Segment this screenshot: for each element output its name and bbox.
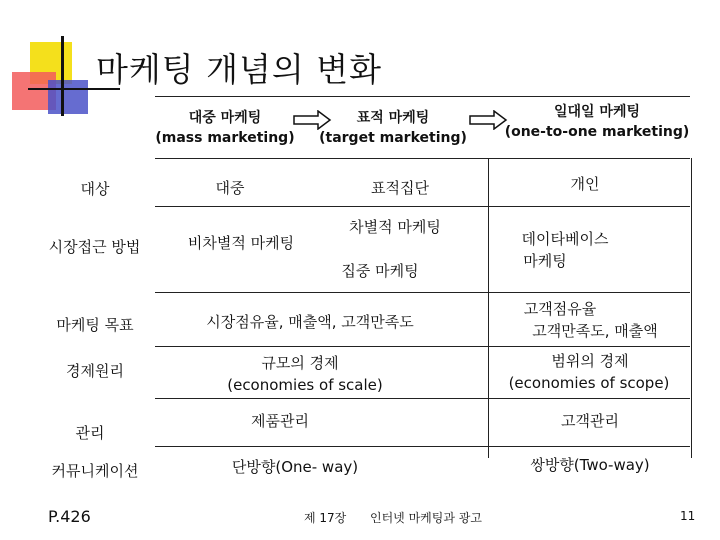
row-label-approach: 시장접근 방법	[48, 238, 141, 256]
cell-approach-mass: 비차별적 마케팅	[187, 234, 295, 252]
header-one-en: (one-to-one marketing)	[504, 124, 690, 140]
deco-vertical-line	[61, 36, 64, 116]
row-divider	[155, 398, 690, 399]
header-target	[318, 108, 468, 148]
cell-subject-mass: 대중	[215, 179, 245, 197]
footer-page-ref: P.426	[48, 507, 91, 526]
row-divider	[155, 206, 690, 207]
row-label-economy: 경제원리	[66, 362, 124, 380]
cell-approach-target-2: 집중 마케팅	[341, 262, 419, 280]
slide-title: 마케팅 개념의 변화	[96, 50, 383, 89]
cell-goal-one-2: 고객만족도, 매출액	[532, 322, 658, 340]
cell-goal-shared: 시장점유율, 매출액, 고객만족도	[206, 313, 414, 331]
cell-approach-target-1: 차별적 마케팅	[349, 218, 441, 236]
row-label-management: 관리	[75, 424, 105, 442]
header-target-ko: 표적 마케팅	[356, 110, 430, 126]
header-target-en: (target marketing)	[319, 130, 467, 146]
cell-approach-one-1: 데이타베이스	[521, 230, 609, 248]
row-divider	[155, 158, 690, 159]
cell-communication-one: 쌍방향(Two-way)	[530, 456, 650, 474]
header-one-ko: 일대일 마케팅	[553, 104, 641, 120]
footer-book: 인터넷 마케팅과 광고	[370, 511, 482, 525]
row-label-subject: 대상	[80, 180, 110, 198]
header-mass-ko: 대중 마케팅	[188, 110, 262, 126]
cell-communication-shared: 단방향(One- way)	[231, 458, 359, 476]
row-divider	[155, 292, 690, 293]
cell-goal-one-1: 고객점유율	[523, 300, 597, 318]
row-label-goal: 마케팅 목표	[56, 316, 134, 334]
deco-blue-square	[48, 80, 88, 114]
cell-management-shared: 제품관리	[251, 412, 309, 430]
row-divider	[155, 446, 690, 447]
cell-economy-shared-1: 규모의 경제	[261, 354, 339, 372]
footer-slide-number: 11	[680, 509, 696, 523]
cell-approach-one-2: 마케팅	[523, 252, 567, 270]
cell-subject-target: 표적집단	[371, 179, 429, 197]
header-one	[502, 102, 692, 142]
cell-management-one: 고객관리	[561, 412, 619, 430]
header-mass-en: (mass marketing)	[155, 130, 295, 146]
cell-economy-one-2: (economies of scope)	[508, 374, 670, 392]
cell-economy-one-1: 범위의 경제	[551, 352, 629, 370]
cell-subject-one: 개인	[570, 175, 600, 193]
header-mass	[150, 108, 300, 148]
row-divider	[155, 346, 690, 347]
footer-chapter: 제 17장	[304, 511, 347, 525]
cell-economy-shared-2: (economies of scale)	[227, 376, 383, 394]
row-label-communication: 커뮤니케이션	[51, 462, 139, 480]
